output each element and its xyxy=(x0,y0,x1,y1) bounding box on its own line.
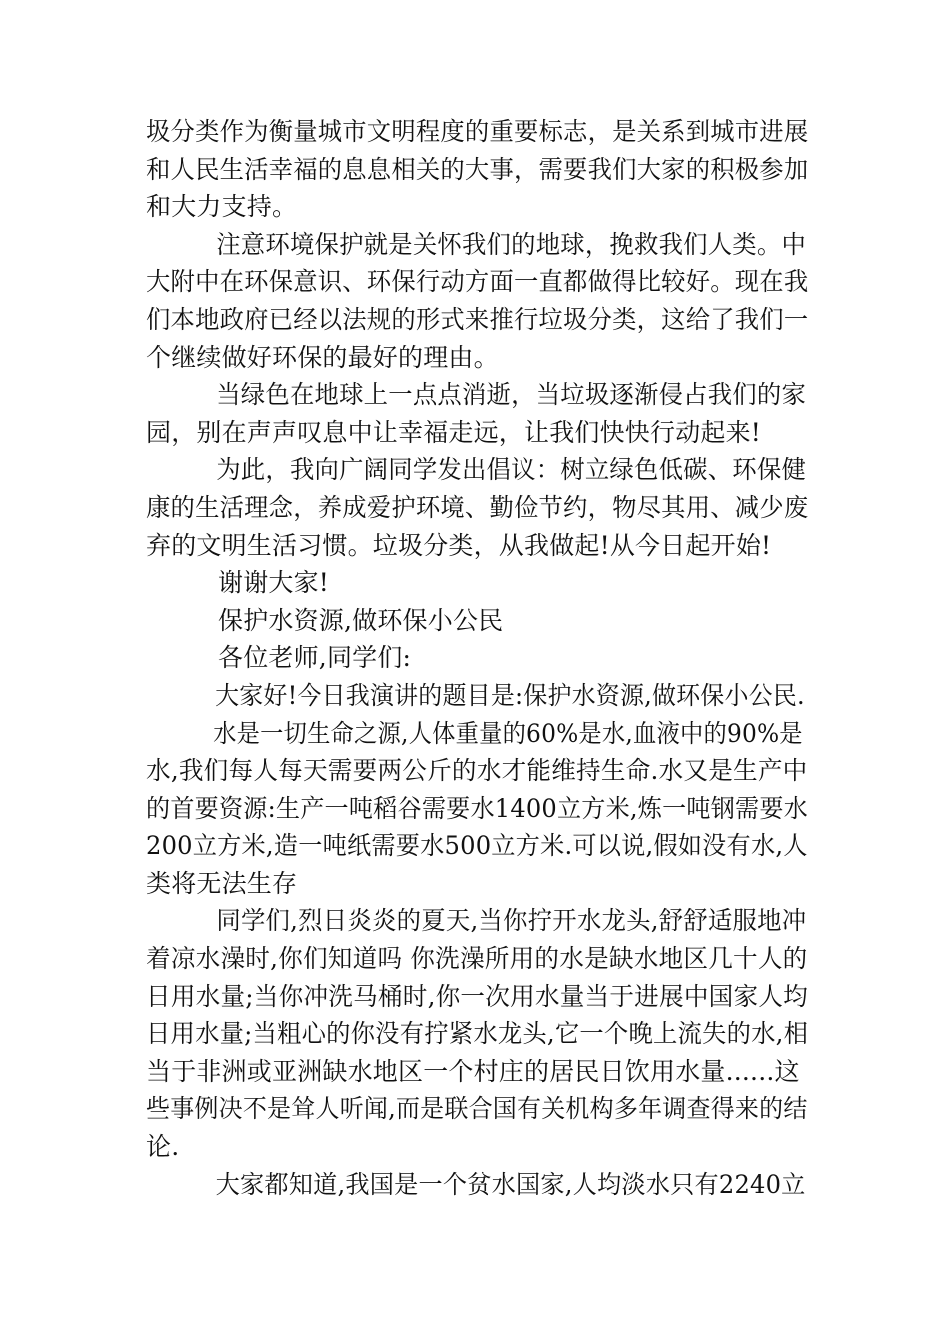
text-line: 大家好!今日我演讲的题目是:保护水资源,做环保小公民. xyxy=(215,680,805,710)
text-line: 当绿色在地球上一点点消逝，当垃圾逐渐侵占我们的家 xyxy=(216,380,807,410)
text-line: 些事例决不是耸人听闻,而是联合国有关机构多年调查得来的结 xyxy=(146,1094,808,1124)
text-line: 园，别在声声叹息中让幸福走远，让我们快快行动起来! xyxy=(146,417,762,447)
text-line: 和大力支持。 xyxy=(146,192,298,222)
text-line: 类将无法生存 xyxy=(146,868,298,898)
text-line: 水是一切生命之源,人体重量的60%是水,血液中的90%是 xyxy=(213,718,803,748)
text-line: 康的生活理念，养成爱护环境、勤俭节约，物尽其用、减少废 xyxy=(146,492,809,522)
text-line: 为此，我向广阔同学发出倡议：树立绿色低碳、环保健 xyxy=(216,455,807,485)
text-line: 弃的文明生活习惯。垃圾分类，从我做起!从今日起开始! xyxy=(146,530,772,560)
text-line: 200立方米,造一吨纸需要水500立方米.可以说,假如没有水,人 xyxy=(146,831,808,861)
text-line: 各位老师,同学们: xyxy=(218,643,412,673)
text-line: 论. xyxy=(146,1132,180,1162)
text-line: 和人民生活幸福的息息相关的大事，需要我们大家的积极参加 xyxy=(146,154,809,184)
text-line: 圾分类作为衡量城市文明程度的重要标志，是关系到城市进展 xyxy=(146,117,809,146)
text-line: 们本地政府已经以法规的形式来推行垃圾分类，这给了我们一 xyxy=(146,304,809,334)
text-line: 同学们,烈日炎炎的夏天,当你拧开水龙头,舒舒适服地冲 xyxy=(216,906,807,936)
text-line: 大家都知道,我国是一个贫水国家,人均淡水只有2240立 xyxy=(215,1169,806,1199)
text-line: 日用水量;当你冲洗马桶时,你一次用水量当于进展中国家人均 xyxy=(146,981,808,1011)
text-line: 当于非洲或亚洲缺水地区一个村庄的居民日饮用水量......这 xyxy=(146,1056,800,1086)
text-line: 保护水资源,做环保小公民 xyxy=(218,605,504,635)
text-line: 个继续做好环保的最好的理由。 xyxy=(146,342,499,372)
document-page xyxy=(146,113,809,1203)
text-line: 水,我们每人每天需要两公斤的水才能维持生命.水又是生产中 xyxy=(146,756,808,786)
text-line: 大附中在环保意识、环保行动方面一直都做得比较好。现在我 xyxy=(146,267,809,297)
text-line: 的首要资源:生产一吨稻谷需要水1400立方米,炼一吨钢需要水 xyxy=(146,793,808,823)
text-line: 注意环境保护就是关怀我们的地球，挽救我们人类。中 xyxy=(216,229,807,259)
text-line: 谢谢大家! xyxy=(218,568,330,598)
text-line: 着凉水澡时,你们知道吗 你洗澡所用的水是缺水地区几十人的 xyxy=(146,944,808,974)
text-line: 日用水量;当粗心的你没有拧紧水龙头,它一个晚上流失的水,相 xyxy=(146,1019,809,1049)
